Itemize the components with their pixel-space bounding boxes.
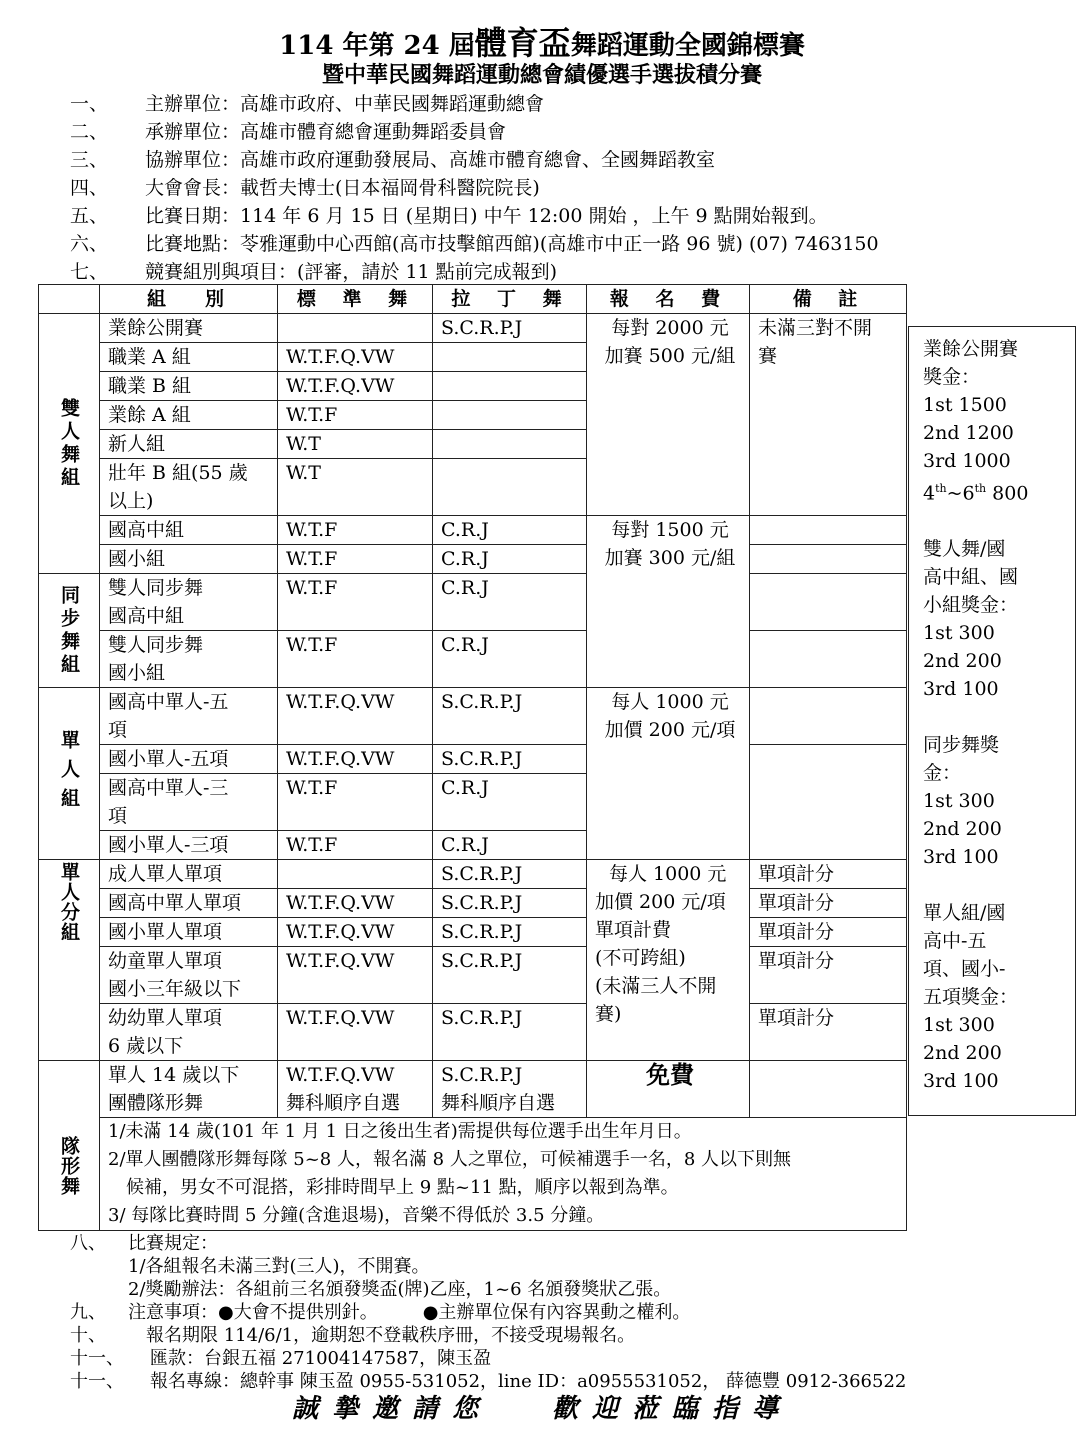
group-single-split: 單人分組 [39,860,100,1061]
row-latin [433,459,587,516]
info-item [70,118,1050,146]
info-number: 七、 [70,261,109,283]
table-row [39,1061,907,1118]
row-latin: C.R.J [433,631,587,688]
row-name: 業餘公開賽 [100,314,278,343]
info-text: 承辦單位：高雄市體育總會運動舞蹈委員會 [145,121,507,143]
fee-cell: 每人 1000 元 加價 200 元/項 [587,688,750,860]
group-pair: 雙人舞組 [39,314,100,574]
row-latin [433,343,587,372]
row-standard: W.T.F.Q.VW [278,889,433,918]
row-latin: S.C.R.P.J [433,947,587,1004]
info-text: 主辦單位：高雄市政府、中華民國舞蹈運動總會 [145,93,545,115]
table-row [39,631,907,688]
remark-cell: 單項計分 [750,947,907,1004]
row-standard: W.T.F.Q.VW [278,918,433,947]
row-latin: S.C.R.P.J [433,745,587,774]
row-name: 職業 A 組 [100,343,278,372]
row-latin: S.C.R.P.J [433,1004,587,1061]
row-latin [433,372,587,401]
remark-cell [750,574,907,631]
group-single: 單人組 [39,688,100,860]
table-row [39,314,907,343]
footer-rules [70,1232,1070,1393]
table-row [39,860,907,889]
row-name: 國小單人-三項 [100,831,278,860]
group-sync: 同步舞組 [39,574,100,688]
footer-item: 十一、 匯款：台銀五福 271004147587，陳玉盈 [70,1348,492,1369]
row-standard: W.T.F.Q.VW [278,688,433,745]
info-number: 一、 [70,93,109,115]
title-suffix: 舞蹈運動全國錦標賽 [570,31,805,61]
remark-cell [750,688,907,745]
header-fee: 報 名 費 [587,285,750,314]
competition-table [38,284,907,1231]
footer-item: 十、 報名期限 114/6/1，逾期恕不登載秩序冊，不接受現場報名。 [70,1325,636,1346]
header-remarks: 備 註 [750,285,907,314]
info-number: 六、 [70,233,109,255]
row-standard: W.T.F [278,401,433,430]
remark-cell: 單項計分 [750,918,907,947]
row-standard: W.T.F.Q.VW [278,1004,433,1061]
row-name: 單人 14 歲以下 團體隊形舞 [100,1061,278,1118]
row-name: 成人單人單項 [100,860,278,889]
info-number: 二、 [70,121,109,143]
document-subtitle: 暨中華民國舞蹈運動總會績優選手選拔積分賽 [321,62,762,88]
table-row [39,516,907,545]
info-list [70,90,1050,286]
row-name: 國高中組 [100,516,278,545]
row-standard: W.T.F.Q.VW [278,343,433,372]
footer-item: 1/各組報名未滿三對(三人)，不開賽。 [128,1256,430,1277]
fee-free: 免費 [587,1061,750,1118]
row-standard: W.T.F [278,574,433,631]
remark-cell [750,1061,907,1118]
info-number: 三、 [70,149,109,171]
row-latin: S.C.R.P.J [433,918,587,947]
row-name: 國高中單人-三 項 [100,774,278,831]
table-row [39,745,907,774]
remark-cell: 單項計分 [750,889,907,918]
info-item [70,174,1050,202]
row-name: 新人組 [100,430,278,459]
row-standard: W.T.F [278,631,433,688]
header-standard: 標 準 舞 [278,285,433,314]
row-name: 幼幼單人單項 6 歲以下 [100,1004,278,1061]
prize-box [908,326,1076,1116]
row-name: 國小單人-五項 [100,745,278,774]
row-name: 國小單人單項 [100,918,278,947]
row-standard: W.T.F.Q.VW 舞科順序自選 [278,1061,433,1118]
footer-item: 十一、 報名專線：總幹事 陳玉盈 0955-531052，line ID：a0955531052， 薛德豐 0912-366522 [70,1371,907,1392]
remark-cell [750,631,907,688]
remark-cell: 單項計分 [750,1004,907,1061]
header-group: 組 別 [100,285,278,314]
row-latin: S.C.R.P.J 舞科順序自選 [433,1061,587,1118]
info-item [70,90,1050,118]
table-row [39,1118,907,1231]
info-item [70,230,1050,258]
remark-cell: 單項計分 [750,860,907,889]
row-standard [278,860,433,889]
fee-cell: 每對 2000 元 加賽 500 元/組 [587,314,750,516]
title-emphasis: 體育盃 [474,24,571,62]
table-row [39,918,907,947]
info-text: 比賽日期：114 年 6 月 15 日 (星期日) 中午 12:00 開始 ，上午 9 點開始報到。 [145,205,828,227]
row-standard: W.T.F [278,516,433,545]
row-name: 業餘 A 組 [100,401,278,430]
row-standard: W.T.F.Q.VW [278,947,433,1004]
fee-cell: 每人 1000 元 加價 200 元/項 單項計費 (不可跨組) (未滿三人不開 賽) [587,860,750,1061]
info-number: 五、 [70,205,109,227]
footer-item: 九、 注意事項：●大會不提供別針。 ●主辦單位保有內容異動之權利。 [70,1302,691,1323]
row-latin [433,430,587,459]
row-name: 雙人同步舞 國小組 [100,631,278,688]
row-standard: W.T.F [278,831,433,860]
info-item [70,202,1050,230]
row-standard: W.T [278,430,433,459]
prize-block: 同步舞獎 金： 1st 300 2nd 200 3rd 100 [923,734,1002,869]
row-standard [278,314,433,343]
table-row [39,574,907,631]
group-team: 隊形舞 [39,1061,100,1231]
row-name: 國小組 [100,545,278,574]
closing-line [0,1388,1084,1425]
row-latin: S.C.R.P.J [433,688,587,745]
team-note: 候補，男女不可混搭，彩排時間早上 9 點~11 點，順序以報到為準。 [126,1177,679,1198]
table-header-row [39,285,907,314]
row-latin: C.R.J [433,574,587,631]
team-note: 1/未滿 14 歲(101 年 1 月 1 日之後出生者)需提供每位選手出生年月日。 [108,1121,692,1142]
table-row [39,545,907,574]
fee-cell: 每對 1500 元 加賽 300 元/組 [587,516,750,688]
table-row [39,889,907,918]
info-text: 比賽地點：苓雅運動中心西館(高市技擊館西館)(高雄市中正一路 96 號) (07) 7463150 [145,233,879,255]
row-latin: S.C.R.P.J [433,860,587,889]
info-item [70,146,1050,174]
table-row [39,947,907,1004]
footer-item: 2/獎勵辦法：各組前三名頒發獎盃(牌)乙座，1~6 名頒發獎狀乙張。 [128,1279,672,1300]
row-name: 職業 B 組 [100,372,278,401]
remark-cell [750,545,907,574]
remark-cell [750,516,907,545]
row-latin: C.R.J [433,831,587,860]
row-name: 國高中單人單項 [100,889,278,918]
info-text: 競賽組別與項目：(評審，請於 11 點前完成報到) [145,261,558,283]
row-name: 國高中單人-五 項 [100,688,278,745]
header-latin: 拉 丁 舞 [433,285,587,314]
team-notes [100,1118,907,1231]
row-standard: W.T [278,459,433,516]
closing-invite: 誠摯邀請您 [291,1394,492,1424]
title-prefix: 114 年第 24 屆 [279,31,475,61]
team-note: 3/ 每隊比賽時間 5 分鐘(含進退場)，音樂不得低於 3.5 分鐘。 [108,1205,605,1226]
row-latin: S.C.R.P.J [433,889,587,918]
info-text: 協辦單位：高雄市政府運動發展局、高雄市體育總會、全國舞蹈教室 [145,149,716,171]
prize-block: 雙人舞/國 高中組、國 小組獎金： 1st 300 2nd 200 3rd 100 [923,538,1019,701]
row-name: 雙人同步舞 國高中組 [100,574,278,631]
remark-cell [750,745,907,860]
remark-cell: 未滿三對不開 賽 [750,314,907,516]
row-latin: C.R.J [433,516,587,545]
row-standard: W.T.F.Q.VW [278,745,433,774]
closing-welcome: 歡迎蒞臨指導 [552,1394,793,1424]
row-latin: C.R.J [433,774,587,831]
info-number: 四、 [70,177,109,199]
footer-item: 八、 比賽規定： [70,1233,218,1254]
team-note: 2/單人團體隊形舞每隊 5~8 人，報名滿 8 人之單位，可候補選手一名，8 人以下則無 [108,1149,792,1170]
table-row [39,1004,907,1061]
prize-block: 業餘公開賽 獎金： 1st 1500 2nd 1200 3rd 1000 4th~6th 800 [923,338,1029,505]
info-text: 大會會長：載哲夫博士(日本福岡骨科醫院院長) [145,177,540,199]
row-standard: W.T.F [278,545,433,574]
prize-block: 單人組/國 高中-五 項、國小- 五項獎金： 1st 300 2nd 200 3rd 100 [923,902,1019,1093]
table-row [39,688,907,745]
row-name: 幼童單人單項 國小三年級以下 [100,947,278,1004]
header-empty [39,285,100,314]
info-item [70,258,1050,286]
row-standard: W.T.F [278,774,433,831]
row-name: 壯年 B 組(55 歲 以上) [100,459,278,516]
row-latin [433,401,587,430]
row-standard: W.T.F.Q.VW [278,372,433,401]
row-latin: C.R.J [433,545,587,574]
row-latin: S.C.R.P.J [433,314,587,343]
